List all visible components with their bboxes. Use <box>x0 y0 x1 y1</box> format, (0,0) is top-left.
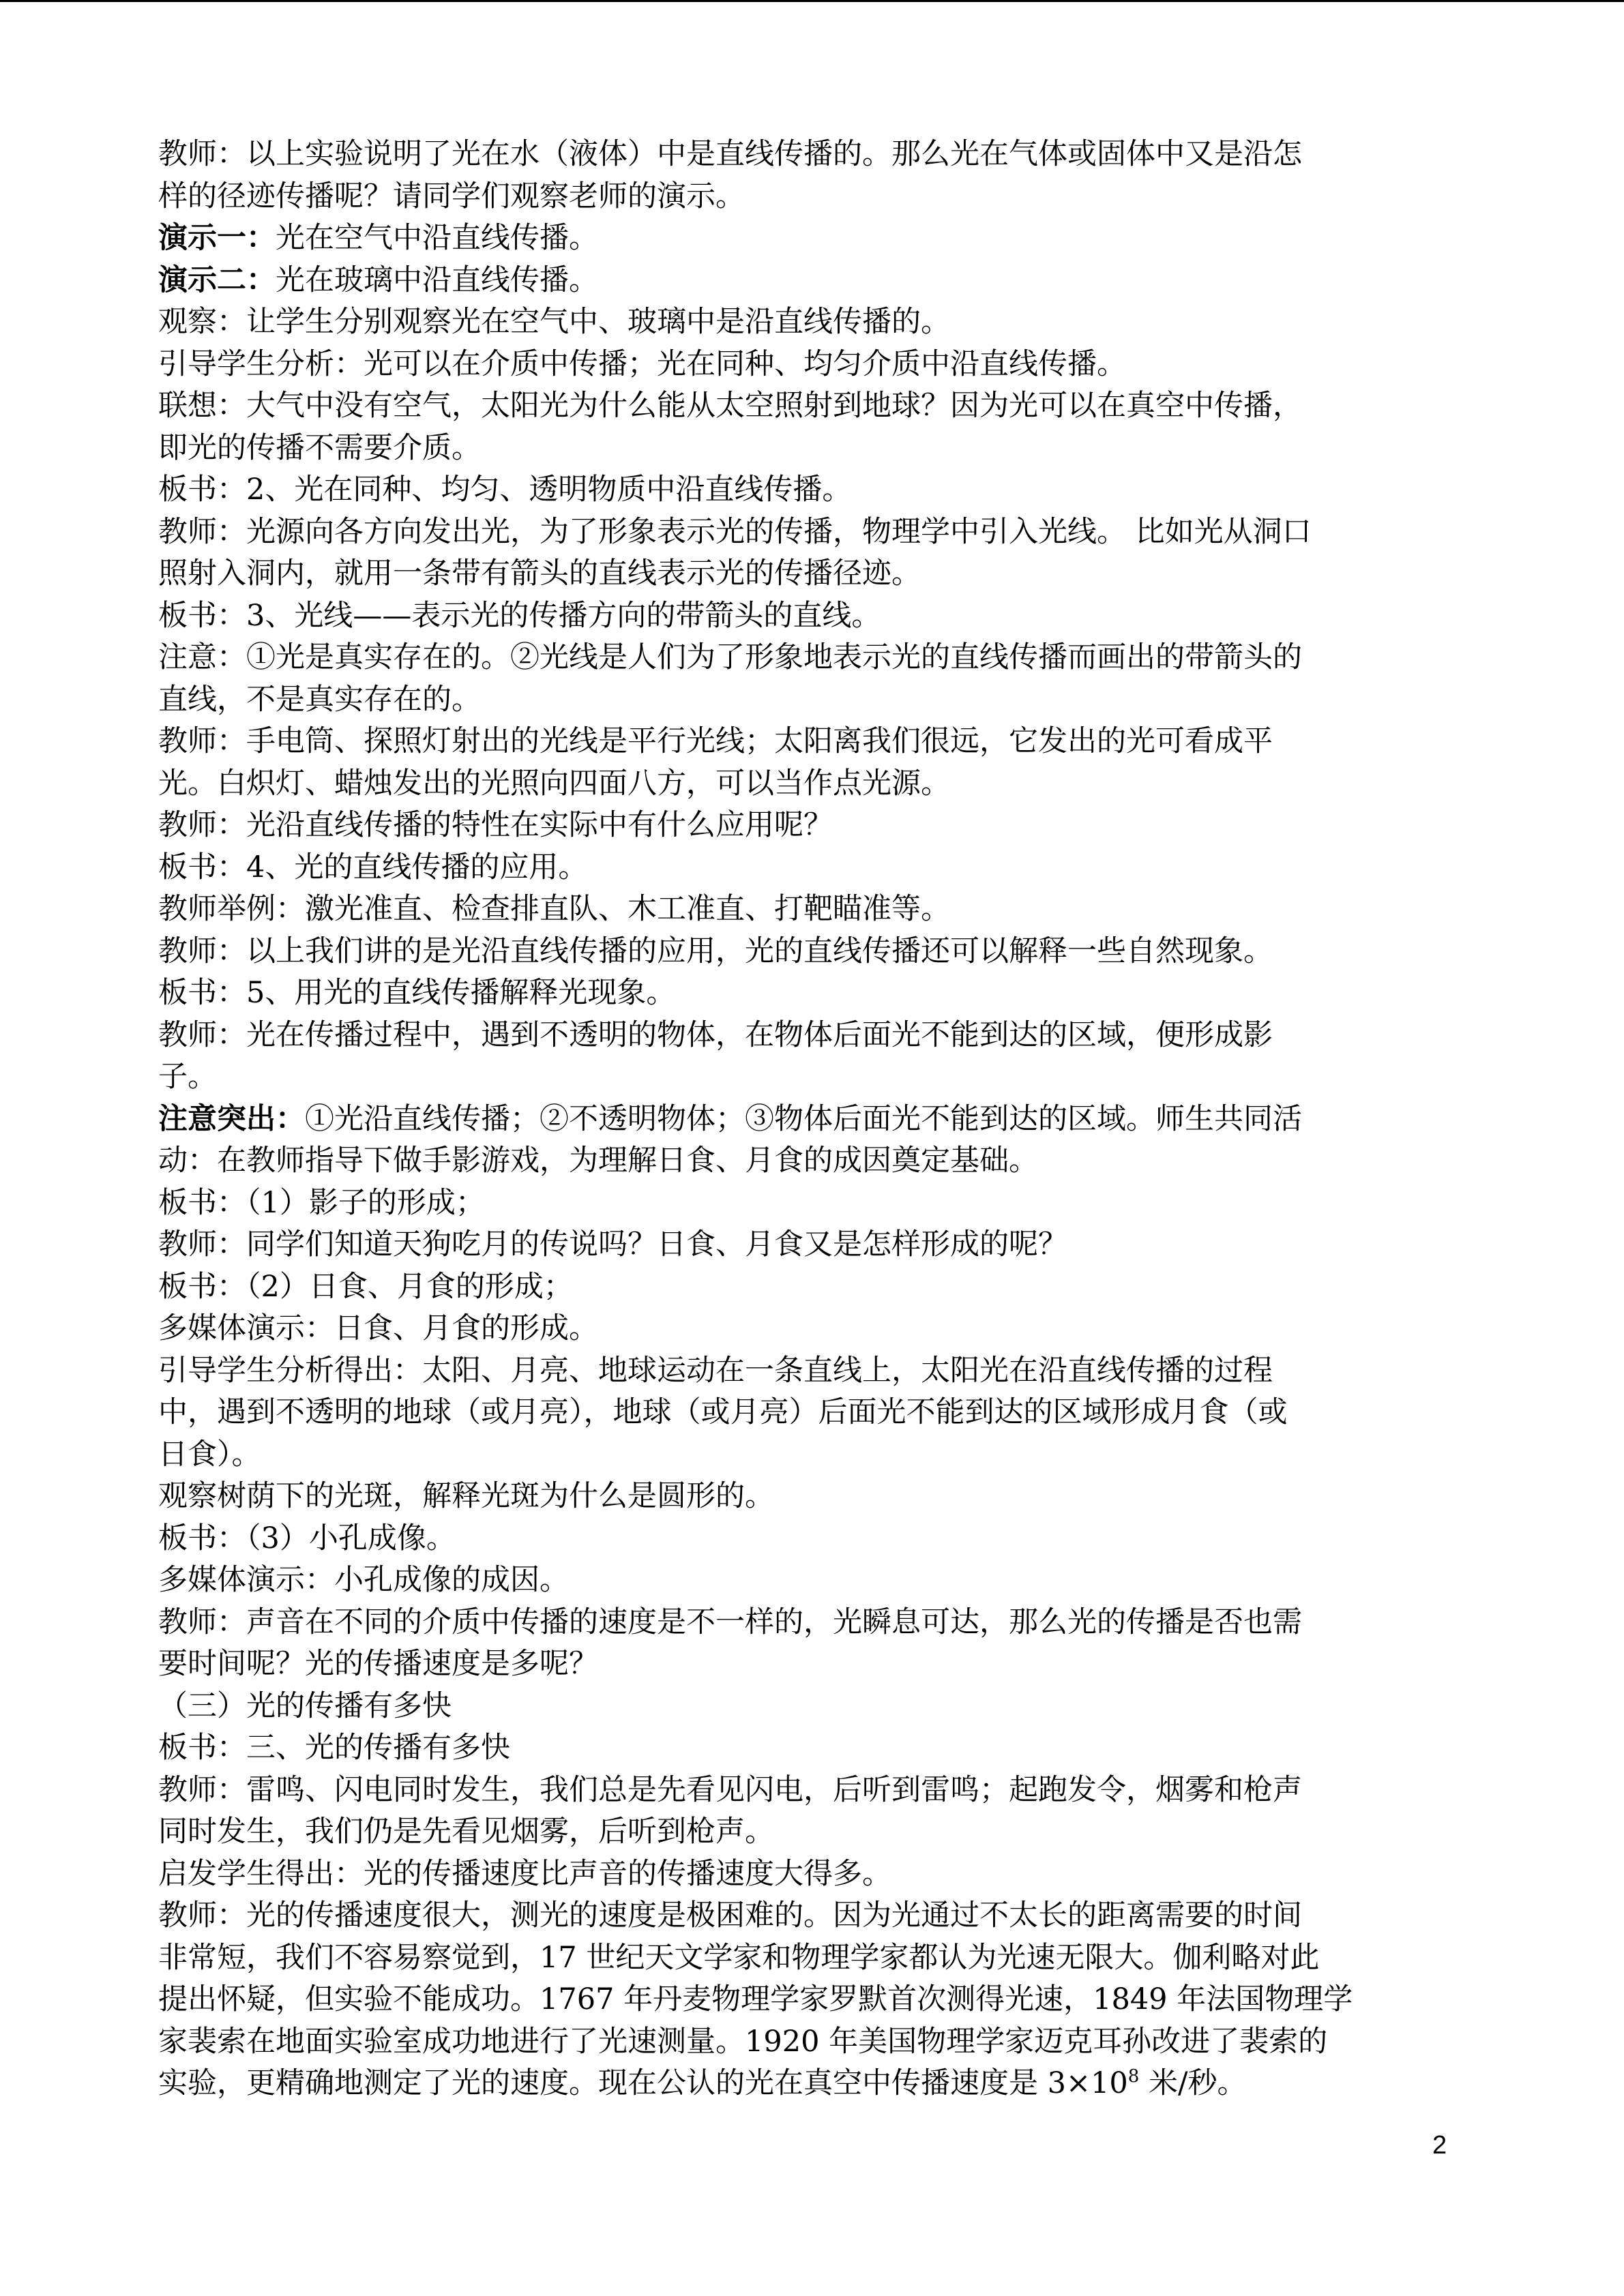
text-line: 注意：①光是真实存在的。②光线是人们为了形象地表示光的直线传播而画出的带箭头的 <box>158 640 1302 674</box>
text-line: 教师：同学们知道天狗吃月的传说吗？日食、月食又是怎样形成的呢？ <box>158 1227 1067 1262</box>
text-line: 板书：（3）小孔成像。 <box>158 1521 456 1555</box>
demo-two-line <box>158 260 1454 302</box>
text-line: 动：在教师指导下做手影游戏，为理解日食、月食的成因奠定基础。 <box>158 1144 1038 1178</box>
text-line: 观察树荫下的光斑，解释光斑为什么是圆形的。 <box>158 1479 774 1513</box>
demo-two-text: 光在玻璃中沿直线传播。 <box>276 263 598 297</box>
text-line: 启发学生得出：光的传播速度比声音的传播速度大得多。 <box>158 1856 891 1891</box>
text-line: 板书：（1）影子的形成； <box>158 1185 485 1220</box>
text-line: 中，遇到不透明的地球（或月亮），地球（或月亮）后面光不能到达的区域形成月食（或 <box>158 1395 1288 1429</box>
text-line: 板书：2、光在同种、均匀、透明物质中沿直线传播。 <box>158 473 852 507</box>
text-line: 要时间呢？光的传播速度是多呢？ <box>158 1647 598 1681</box>
text-line: 同时发生，我们仍是先看见烟雾，后听到枪声。 <box>158 1815 774 1849</box>
text-line: 家裴索在地面实验室成功地进行了光速测量。1920 年美国物理学家迈克耳孙改进了裴索的 <box>158 2024 1328 2059</box>
text-line: 板书：三、光的传播有多快 <box>158 1731 510 1765</box>
text-line: 教师：以上实验说明了光在水（液体）中是直线传播的。那么光在气体或固体中又是沿怎 <box>158 137 1302 171</box>
text-line: 教师：光源向各方向发出光，为了形象表示光的传播，物理学中引入光线。 比如光从洞口 <box>158 514 1312 549</box>
demo-one-text: 光在空气中沿直线传播。 <box>276 221 598 255</box>
text-line: 教师：声音在不同的介质中传播的速度是不一样的，光瞬息可达，那么光的传播是否也需 <box>158 1605 1302 1639</box>
text-line: 即光的传播不需要介质。 <box>158 430 481 465</box>
text-line: 教师：以上我们讲的是光沿直线传播的应用，光的直线传播还可以解释一些自然现象。 <box>158 934 1273 968</box>
text-line: 提出怀疑，但实验不能成功。1767 年丹麦物理学家罗默首次测得光速，1849 年法国物理学 <box>158 1982 1353 2016</box>
emphasis-label: 注意突出： <box>158 1101 305 1136</box>
text-line: 非常短，我们不容易察觉到，17 世纪天文学家和物理学家都认为光速无限大。伽利略对此 <box>158 1940 1320 1975</box>
text-line: 多媒体演示：小孔成像的成因。 <box>158 1563 569 1597</box>
text-line: 样的径迹传播呢？请同学们观察老师的演示。 <box>158 179 745 213</box>
text-line: 照射入洞内，就用一条带有箭头的直线表示光的传播径迹。 <box>158 556 921 591</box>
text-line: 教师：光沿直线传播的特性在实际中有什么应用呢？ <box>158 808 833 842</box>
document-body <box>158 134 1454 2105</box>
text-line: 板书：3、光线——表示光的传播方向的带箭头的直线。 <box>158 598 881 633</box>
section-heading: （三）光的传播有多快 <box>158 1688 452 1723</box>
demo-one-line <box>158 218 1454 260</box>
text-line: 直线，不是真实存在的。 <box>158 682 481 717</box>
demo-two-label: 演示二： <box>158 263 276 297</box>
speed-text-start: 实验，更精确地测定了光的速度。现在公认的光在真空中传播速度是 3×10 <box>158 2066 1128 2100</box>
emphasis-line <box>158 1099 1454 1141</box>
text-line: 教师：光的传播速度很大，测光的速度是极困难的。因为光通过不太长的距离需要的时间 <box>158 1898 1302 1933</box>
text-line: 板书：4、光的直线传播的应用。 <box>158 850 588 884</box>
speed-of-light-line <box>158 2063 1454 2105</box>
text-line: 引导学生分析得出：太阳、月亮、地球运动在一条直线上，太阳光在沿直线传播的过程 <box>158 1353 1273 1388</box>
top-border-rule <box>0 0 1624 2</box>
text-line: 日食）。 <box>158 1437 261 1472</box>
text-line: 子。 <box>158 1060 217 1094</box>
text-line: 联想：大气中没有空气，太阳光为什么能从太空照射到地球？因为光可以在真空中传播， <box>158 389 1302 423</box>
page-number: 2 <box>1432 2131 1447 2160</box>
text-line: 引导学生分析：光可以在介质中传播；光在同种、均匀介质中沿直线传播。 <box>158 346 1126 381</box>
emphasis-text: ①光沿直线传播；②不透明物体；③物体后面光不能到达的区域。师生共同活 <box>305 1101 1302 1136</box>
text-line: 板书：（2）日食、月食的形成； <box>158 1269 573 1304</box>
text-line: 教师：雷鸣、闪电同时发生，我们总是先看见闪电，后听到雷鸣；起跑发令，烟雾和枪声 <box>158 1772 1302 1807</box>
exponent: 8 <box>1127 2066 1140 2087</box>
speed-text-end: 米/秒。 <box>1139 2066 1247 2100</box>
text-line: 教师：光在传播过程中，遇到不透明的物体，在物体后面光不能到达的区域，便形成影 <box>158 1017 1273 1052</box>
text-line: 教师举例：激光准直、检查排直队、木工准直、打靶瞄准等。 <box>158 892 950 926</box>
text-line: 多媒体演示：日食、月食的形成。 <box>158 1311 598 1345</box>
text-line: 观察：让学生分别观察光在空气中、玻璃中是沿直线传播的。 <box>158 305 950 339</box>
text-line: 板书：5、用光的直线传播解释光现象。 <box>158 976 676 1010</box>
demo-one-label: 演示一： <box>158 221 276 255</box>
text-line: 教师：手电筒、探照灯射出的光线是平行光线；太阳离我们很远，它发出的光可看成平 <box>158 724 1273 758</box>
text-line: 光。白炽灯、蜡烛发出的光照向四面八方，可以当作点光源。 <box>158 766 950 801</box>
